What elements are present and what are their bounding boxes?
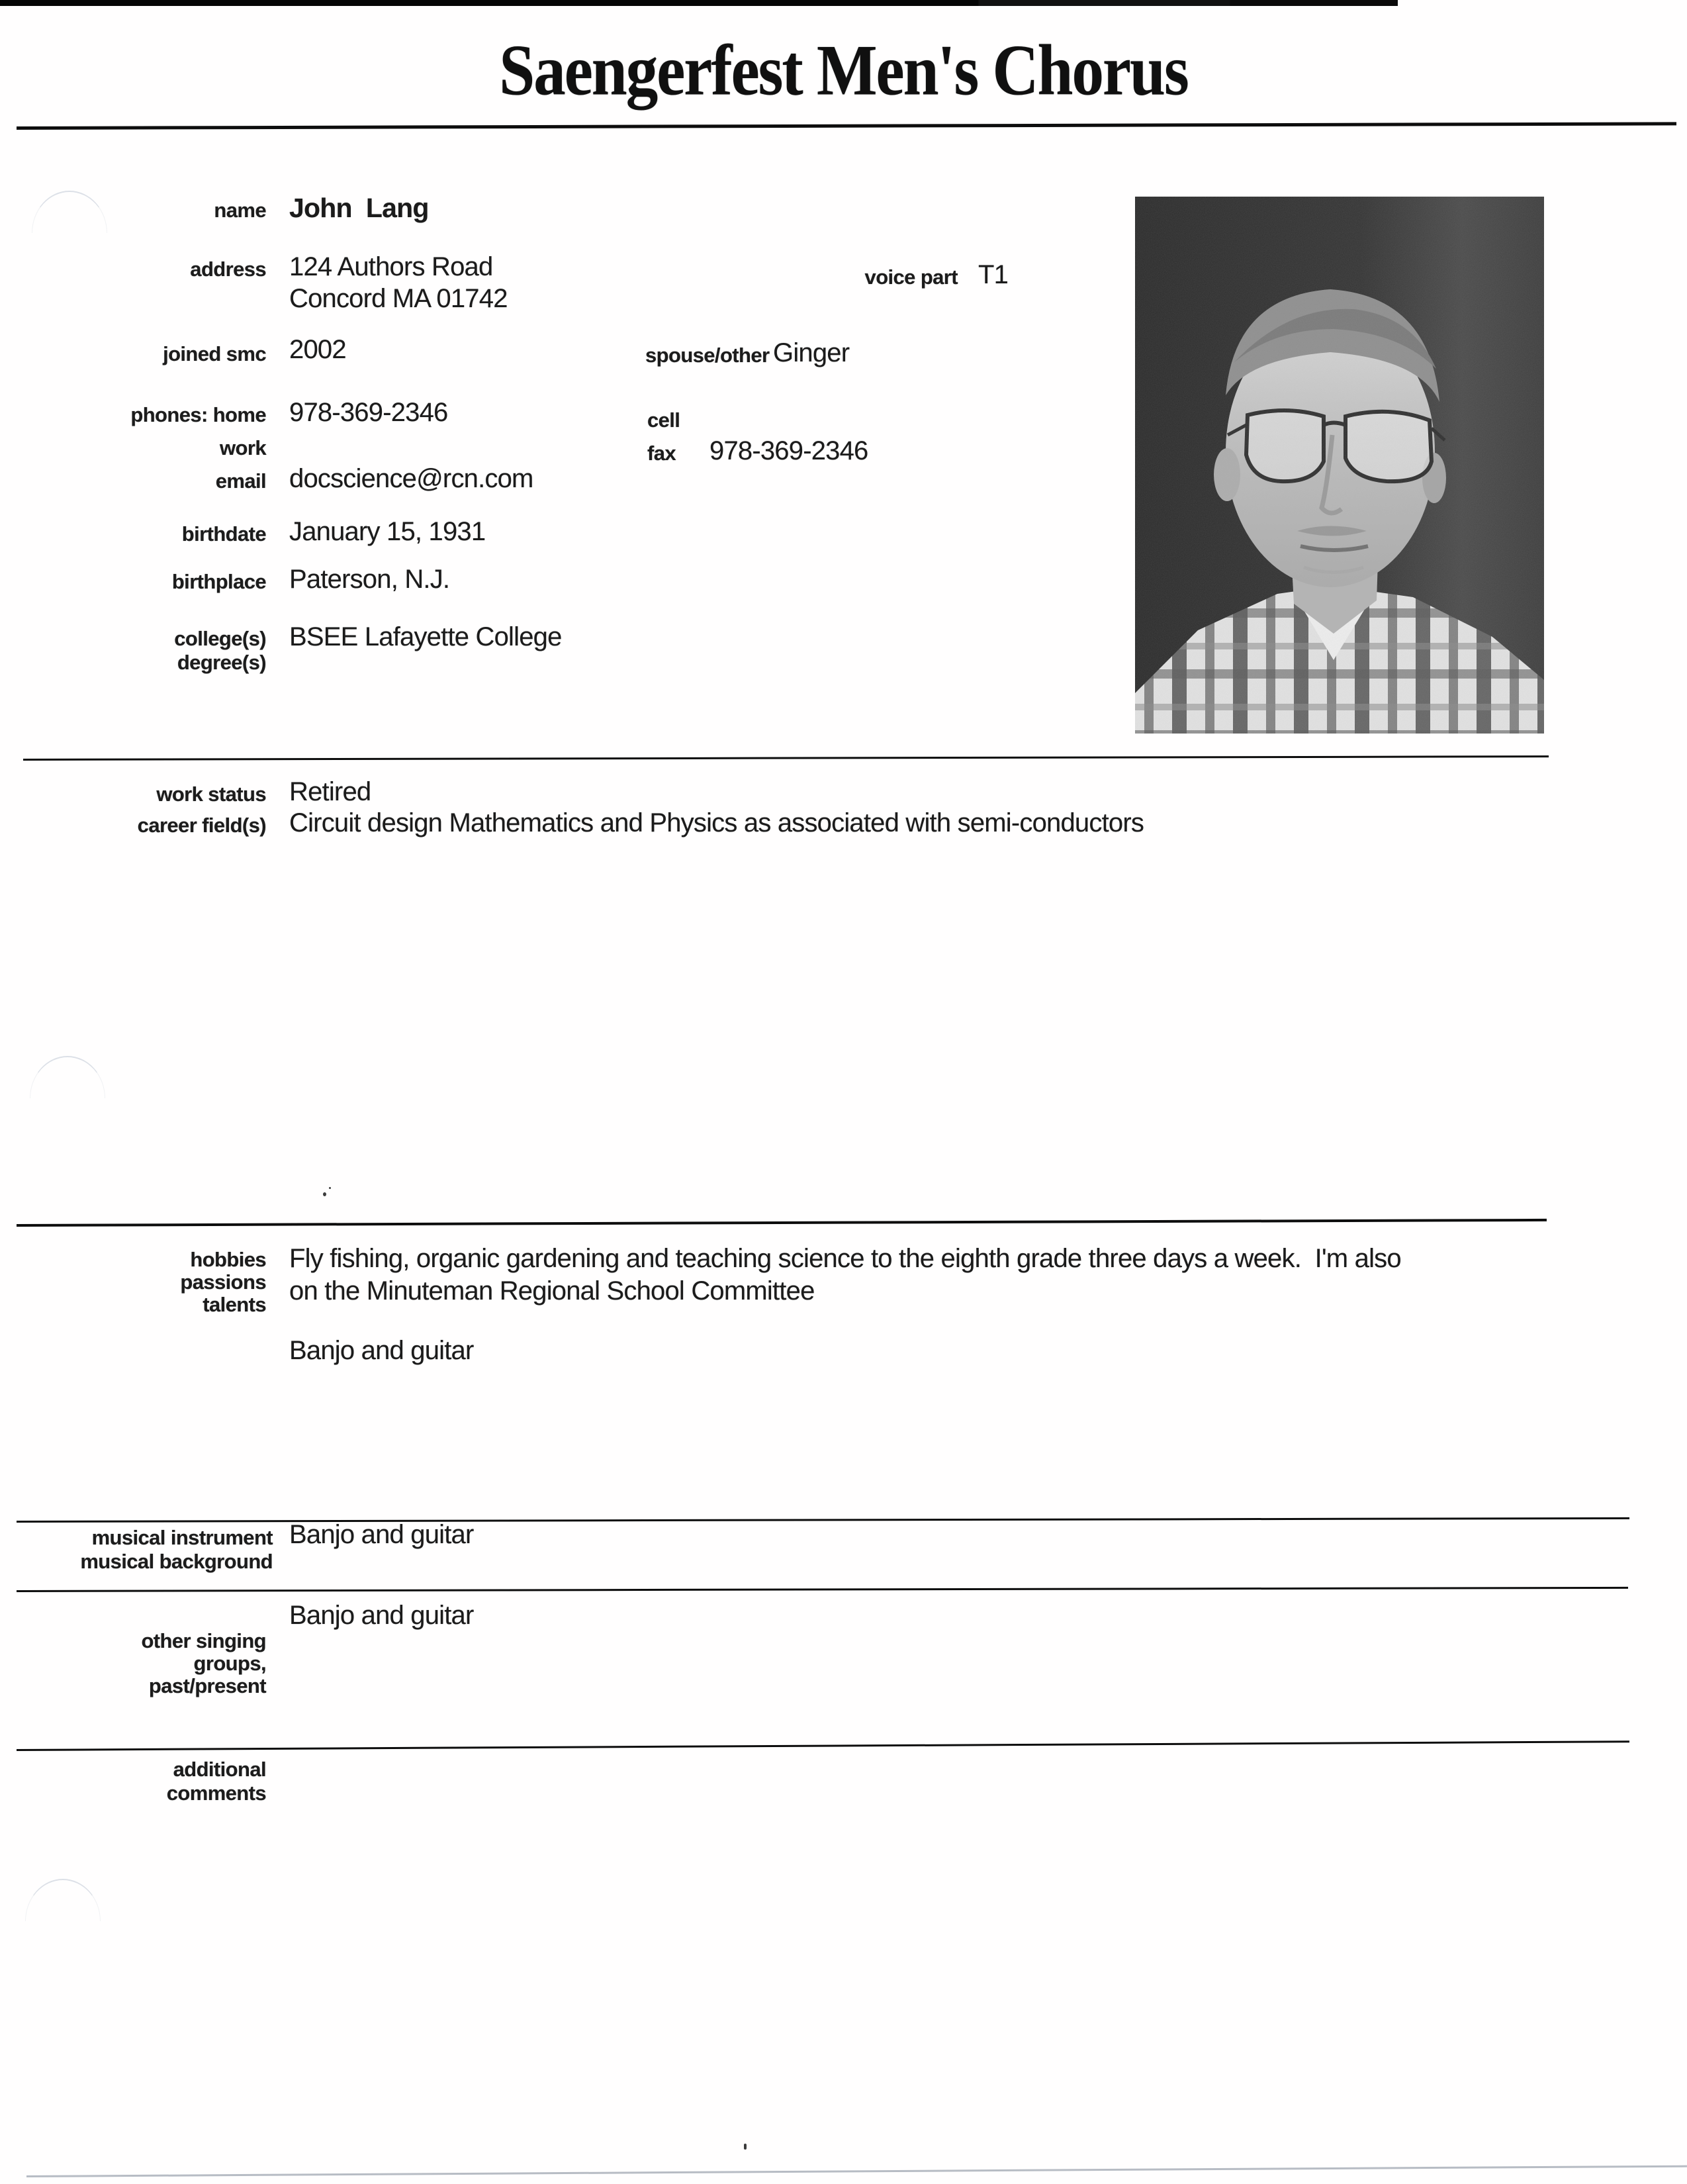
- field-label-spouse-other: spouse/other: [645, 344, 770, 367]
- field-value-other-singing: Banjo and guitar: [289, 1601, 474, 1630]
- section-rule-musical: [17, 1517, 1629, 1523]
- scan-artifact-arc-middle: [30, 1056, 105, 1098]
- title-rule: [17, 122, 1676, 130]
- scan-artifact-top-bar: [0, 0, 1398, 6]
- field-value-birthplace: Paterson, N.J.: [289, 565, 450, 594]
- field-label-other-singing: other singing: [141, 1629, 266, 1652]
- field-label-phones-work: work: [220, 436, 266, 459]
- field-label-joined-smc: joined smc: [163, 342, 266, 365]
- field-value-fax: 978-369-2346: [709, 436, 868, 465]
- field-value-email: docscience@rcn.com: [289, 464, 533, 493]
- field-value-birthdate: January 15, 1931: [289, 517, 486, 546]
- field-label-voice-part: voice part: [864, 265, 958, 289]
- field-label-additional: additional: [173, 1758, 266, 1781]
- scan-artifact-bottom-line: [26, 2165, 1687, 2177]
- section-rule-work-status: [23, 755, 1549, 761]
- field-value-joined-smc: 2002: [289, 335, 346, 364]
- field-value-address-line2: Concord MA 01742: [289, 284, 508, 313]
- field-value-phones-home: 978-369-2346: [289, 398, 448, 427]
- field-label-address: address: [190, 258, 266, 281]
- field-label-fax: fax: [647, 442, 676, 465]
- field-label-birthdate: birthdate: [181, 522, 266, 546]
- field-value-work-status: Retired: [289, 777, 371, 806]
- field-label-musical-background: musical background: [80, 1550, 273, 1573]
- scan-artifact-arc-top: [32, 191, 107, 233]
- scan-artifact-arc-bottom: [25, 1879, 101, 1921]
- section-rule-additional-comments: [17, 1740, 1629, 1751]
- field-label-college: college(s): [174, 627, 266, 650]
- field-value-address-line1: 124 Authors Road: [289, 252, 493, 281]
- field-label-work-status: work status: [156, 783, 266, 806]
- field-label-birthplace: birthplace: [171, 570, 266, 593]
- field-label-past-present: past/present: [148, 1674, 266, 1697]
- field-value-name: John Lang: [289, 193, 429, 223]
- field-label-name: name: [214, 199, 266, 222]
- field-label-cell: cell: [647, 408, 680, 432]
- field-label-email: email: [215, 469, 266, 493]
- scan-speck-1: [323, 1192, 326, 1196]
- section-rule-hobbies: [17, 1219, 1547, 1227]
- field-label-comments: comments: [166, 1781, 266, 1805]
- scan-speck-2: [329, 1187, 331, 1189]
- field-value-college-degree: BSEE Lafayette College: [289, 622, 562, 651]
- field-value-hobbies-extra: Banjo and guitar: [289, 1336, 474, 1365]
- member-photo: [1135, 197, 1544, 734]
- scan-speck-3: [744, 2144, 747, 2150]
- field-label-musical-instrument: musical instrument: [91, 1526, 273, 1549]
- field-label-career-field: career field(s): [137, 814, 266, 837]
- section-rule-other-singing: [17, 1587, 1628, 1592]
- field-label-talents: talents: [203, 1293, 266, 1316]
- field-value-hobbies-line2: on the Minuteman Regional School Committee: [289, 1276, 815, 1306]
- field-value-musical: Banjo and guitar: [289, 1520, 474, 1549]
- field-value-hobbies-line1: Fly fishing, organic gardening and teaching science to the eighth grade three days a week. I'm also: [289, 1244, 1401, 1273]
- page-title: Saengerfest Men's Chorus: [499, 30, 1188, 111]
- field-label-passions: passions: [180, 1270, 266, 1294]
- field-value-career-field: Circuit design Mathematics and Physics as associated with semi-conductors: [289, 808, 1144, 837]
- field-value-spouse-other: Ginger: [773, 338, 850, 367]
- field-label-phones-home: phones: home: [130, 403, 266, 426]
- field-label-hobbies: hobbies: [190, 1248, 266, 1271]
- field-label-groups: groups,: [193, 1652, 266, 1675]
- field-label-degree: degree(s): [177, 651, 266, 674]
- field-value-voice-part: T1: [978, 260, 1009, 289]
